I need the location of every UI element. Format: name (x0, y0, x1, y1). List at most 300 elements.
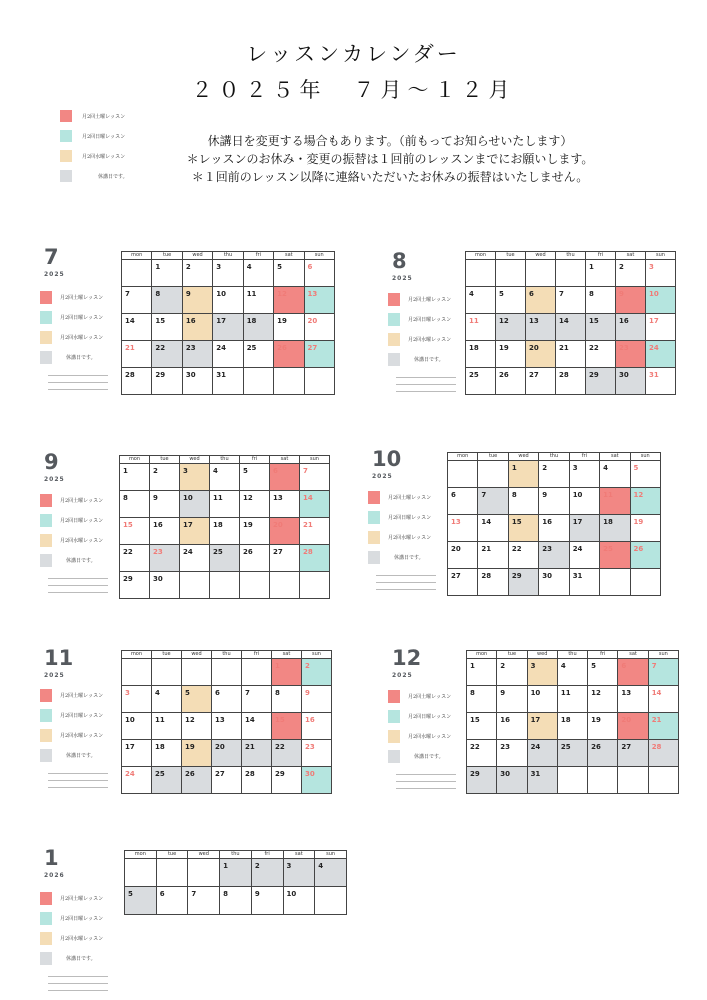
day-cell: 31 (527, 767, 557, 794)
legend-label: 月2回日曜レッスン (60, 915, 104, 922)
legend-swatch-icon (40, 311, 52, 324)
day-cell: 1 (152, 260, 182, 287)
legend-swatch-icon (40, 534, 52, 547)
legend-item (368, 487, 431, 507)
legend-swatch-icon (368, 491, 380, 504)
day-cell: 20 (448, 542, 478, 569)
month-calendar-grid (466, 650, 679, 794)
day-cell (600, 569, 630, 596)
day-cell: 10 (213, 287, 243, 314)
day-cell: 11 (600, 488, 630, 515)
memo-line (48, 983, 108, 990)
legend-swatch-icon (40, 351, 52, 364)
memo-line (48, 780, 108, 787)
day-cell: 28 (242, 767, 272, 794)
month-legend (368, 487, 431, 567)
legend-label: 月2回水曜レッスン (60, 334, 104, 341)
day-cell: 21 (242, 740, 272, 767)
day-cell: 14 (648, 686, 678, 713)
day-cell: 10 (569, 488, 599, 515)
week-row (122, 341, 335, 368)
day-cell: 4 (600, 461, 630, 488)
week-row (120, 491, 330, 518)
day-cell: 20 (270, 518, 300, 545)
weekday-header: wed (508, 453, 538, 461)
week-row (466, 314, 676, 341)
day-cell: 25 (152, 767, 182, 794)
day-cell: 2 (497, 659, 527, 686)
memo-line (376, 575, 436, 582)
legend-item (40, 928, 103, 948)
day-cell: 20 (526, 341, 556, 368)
day-cell: 9 (182, 287, 212, 314)
memo-line (48, 375, 108, 382)
legend-swatch-icon (368, 511, 380, 524)
day-cell: 23 (539, 542, 569, 569)
notice-line: ＊１回前のレッスン以降に連絡いただいたお休みの振替はいたしません。 (191, 170, 589, 184)
legend-swatch-icon (388, 333, 400, 346)
weekday-header: fri (242, 651, 272, 659)
month-calendar-grid (121, 650, 332, 794)
day-cell: 18 (600, 515, 630, 542)
day-cell: 23 (616, 341, 646, 368)
day-cell: 8 (152, 287, 182, 314)
day-cell: 9 (539, 488, 569, 515)
day-cell: 18 (152, 740, 182, 767)
day-cell: 8 (120, 491, 150, 518)
day-cell: 3 (527, 659, 557, 686)
day-cell: 24 (646, 341, 676, 368)
legend-swatch-icon (40, 514, 52, 527)
week-row (122, 686, 332, 713)
month-year: 2025 (392, 672, 413, 679)
day-cell: 13 (526, 314, 556, 341)
day-cell: 16 (150, 518, 180, 545)
week-row (448, 488, 661, 515)
weekday-header: fri (243, 252, 273, 260)
legend-label: 休講日です。 (66, 955, 96, 962)
day-cell (210, 572, 240, 599)
day-cell: 24 (180, 545, 210, 572)
month-number: 11 (44, 646, 74, 670)
legend-label: 月2回日曜レッスン (60, 517, 104, 524)
month-legend (40, 888, 103, 968)
month-number: 10 (372, 447, 402, 471)
legend-item-closed (60, 166, 128, 186)
legend-swatch-icon (368, 531, 380, 544)
day-cell: 8 (586, 287, 616, 314)
day-cell: 15 (508, 515, 538, 542)
day-cell: 8 (467, 686, 497, 713)
legend-swatch-icon (40, 729, 52, 742)
month-year: 2026 (44, 872, 65, 879)
week-row (122, 659, 332, 686)
legend-swatch-icon (388, 690, 400, 703)
weekday-header: tue (150, 456, 180, 464)
legend-label: 休講日です。 (66, 752, 96, 759)
day-cell: 26 (182, 767, 212, 794)
legend-swatch-icon (388, 293, 400, 306)
day-cell: 31 (646, 368, 676, 395)
day-cell (304, 368, 334, 395)
memo-line (48, 787, 108, 794)
day-cell: 30 (497, 767, 527, 794)
day-cell (240, 572, 270, 599)
day-cell: 15 (467, 713, 497, 740)
day-cell: 4 (557, 659, 587, 686)
memo-line (48, 773, 108, 780)
weekday-header: thu (210, 456, 240, 464)
memo-lines (396, 377, 456, 398)
day-cell (243, 368, 273, 395)
month-legend (40, 287, 103, 367)
day-cell: 8 (272, 686, 302, 713)
day-cell: 8 (508, 488, 538, 515)
day-cell (188, 859, 220, 887)
weekday-header: mon (125, 851, 157, 859)
legend-swatch-icon (40, 709, 52, 722)
day-cell (300, 572, 330, 599)
legend-label: 月2回水曜レッスン (408, 733, 452, 740)
day-cell: 12 (630, 488, 660, 515)
week-row (467, 659, 679, 686)
legend-label: 休講日です。 (98, 173, 128, 180)
weekday-header: thu (213, 252, 243, 260)
day-cell (630, 569, 660, 596)
day-cell: 27 (270, 545, 300, 572)
day-cell: 28 (648, 740, 678, 767)
day-cell: 15 (152, 314, 182, 341)
weekday-header: wed (526, 252, 556, 260)
legend-item (388, 706, 451, 726)
legend-label: 月2回土曜レッスン (388, 494, 432, 501)
day-cell: 21 (556, 341, 586, 368)
weekday-header: wed (182, 651, 212, 659)
day-cell: 17 (213, 314, 243, 341)
day-cell: 29 (120, 572, 150, 599)
weekday-header: sat (616, 252, 646, 260)
day-cell: 11 (243, 287, 273, 314)
month-year: 2025 (44, 672, 65, 679)
legend-item-sunday (60, 126, 128, 146)
day-cell: 27 (304, 341, 334, 368)
month-number: 8 (392, 249, 407, 273)
legend-label: 月2回水曜レッスン (60, 935, 104, 942)
legend-label: 月2回日曜レッスン (60, 314, 104, 321)
day-cell: 16 (302, 713, 332, 740)
week-row (467, 740, 679, 767)
legend-item (388, 289, 451, 309)
day-cell: 16 (616, 314, 646, 341)
day-cell: 28 (556, 368, 586, 395)
weekday-header: sat (270, 456, 300, 464)
legend-label: 月2回土曜レッスン (60, 895, 104, 902)
month-legend (388, 686, 451, 766)
day-cell: 19 (240, 518, 270, 545)
day-cell: 27 (618, 740, 648, 767)
week-row (122, 713, 332, 740)
day-cell: 9 (616, 287, 646, 314)
day-cell (556, 260, 586, 287)
legend-item (40, 490, 103, 510)
day-cell: 5 (496, 287, 526, 314)
legend-label: 月2回水曜レッスン (388, 534, 432, 541)
day-cell: 26 (274, 341, 304, 368)
day-cell: 13 (618, 686, 648, 713)
day-cell: 3 (283, 859, 315, 887)
day-cell: 26 (240, 545, 270, 572)
day-cell: 21 (300, 518, 330, 545)
day-cell: 29 (508, 569, 538, 596)
day-cell: 11 (210, 491, 240, 518)
weekday-header: mon (466, 252, 496, 260)
month-year: 2025 (392, 275, 413, 282)
day-cell: 29 (586, 368, 616, 395)
page-title: レッスンカレンダー (246, 42, 461, 66)
day-cell (648, 767, 678, 794)
day-cell: 18 (557, 713, 587, 740)
legend-label: 月2回土曜レッスン (60, 294, 104, 301)
day-cell: 27 (448, 569, 478, 596)
day-cell: 3 (569, 461, 599, 488)
day-cell: 12 (240, 491, 270, 518)
day-cell (618, 767, 648, 794)
legend-item (40, 888, 103, 908)
legend-swatch-icon (388, 353, 400, 366)
legend-swatch-icon (368, 551, 380, 564)
notice-line: 休講日を変更する場合もあります。（前もってお知らせいたします） (207, 134, 573, 148)
day-cell: 5 (182, 686, 212, 713)
legend-label: 休講日です。 (66, 354, 96, 361)
legend-item (388, 309, 451, 329)
day-cell (478, 461, 508, 488)
week-row (122, 314, 335, 341)
legend-item (388, 726, 451, 746)
day-cell: 21 (478, 542, 508, 569)
weekday-header: tue (497, 651, 527, 659)
legend-item (40, 530, 103, 550)
weekday-header: sun (302, 651, 332, 659)
week-row (122, 260, 335, 287)
month-calendar-grid (119, 455, 330, 599)
day-cell: 12 (274, 287, 304, 314)
legend-label: 月2回水曜レッスン (82, 153, 126, 160)
weekday-header: thu (556, 252, 586, 260)
week-row (125, 859, 347, 887)
day-cell: 23 (497, 740, 527, 767)
weekday-header: fri (251, 851, 283, 859)
memo-lines (48, 578, 108, 599)
day-cell: 22 (120, 545, 150, 572)
legend-label: 月2回土曜レッスン (408, 296, 452, 303)
day-cell: 28 (300, 545, 330, 572)
day-cell (526, 260, 556, 287)
day-cell (212, 659, 242, 686)
legend-item (40, 347, 103, 367)
day-cell: 3 (646, 260, 676, 287)
weekday-header: wed (182, 252, 212, 260)
legend-swatch-icon (388, 313, 400, 326)
week-row (122, 740, 332, 767)
weekday-header: sun (646, 252, 676, 260)
day-cell: 2 (539, 461, 569, 488)
legend-item-wednesday (60, 146, 128, 166)
memo-line (396, 377, 456, 384)
legend-label: 月2回日曜レッスン (408, 713, 452, 720)
closed-swatch-icon (60, 170, 72, 182)
weekday-header: wed (180, 456, 210, 464)
day-cell: 29 (272, 767, 302, 794)
legend-item (368, 507, 431, 527)
legend-swatch-icon (40, 291, 52, 304)
legend-item (40, 287, 103, 307)
weekday-header: mon (467, 651, 497, 659)
day-cell: 24 (213, 341, 243, 368)
day-cell (156, 859, 188, 887)
day-cell (125, 859, 157, 887)
weekday-header: tue (156, 851, 188, 859)
memo-line (376, 589, 436, 596)
day-cell: 7 (556, 287, 586, 314)
legend-label: 休講日です。 (414, 356, 444, 363)
day-cell: 10 (122, 713, 152, 740)
legend-label: 休講日です。 (394, 554, 424, 561)
memo-lines (396, 774, 456, 795)
day-cell: 17 (180, 518, 210, 545)
day-cell: 14 (556, 314, 586, 341)
legend-item (40, 510, 103, 530)
day-cell: 17 (527, 713, 557, 740)
day-cell: 7 (648, 659, 678, 686)
day-cell (448, 461, 478, 488)
week-row (120, 464, 330, 491)
legend-item (368, 547, 431, 567)
day-cell: 9 (302, 686, 332, 713)
legend-label: 月2回日曜レッスン (82, 133, 126, 140)
day-cell: 5 (630, 461, 660, 488)
day-cell: 11 (557, 686, 587, 713)
day-cell: 5 (240, 464, 270, 491)
day-cell: 11 (152, 713, 182, 740)
week-row (466, 287, 676, 314)
day-cell: 31 (569, 569, 599, 596)
memo-line (376, 582, 436, 589)
day-cell: 23 (302, 740, 332, 767)
day-cell: 20 (212, 740, 242, 767)
day-cell (180, 572, 210, 599)
day-cell: 30 (150, 572, 180, 599)
memo-line (396, 384, 456, 391)
day-cell: 2 (150, 464, 180, 491)
day-cell: 12 (496, 314, 526, 341)
weekday-header: thu (539, 453, 569, 461)
day-cell: 14 (300, 491, 330, 518)
day-cell: 6 (270, 464, 300, 491)
memo-lines (48, 773, 108, 794)
day-cell: 11 (466, 314, 496, 341)
day-cell: 23 (150, 545, 180, 572)
weekday-header: wed (527, 651, 557, 659)
week-row (122, 767, 332, 794)
month-number: 9 (44, 450, 59, 474)
day-cell: 1 (586, 260, 616, 287)
day-cell: 4 (243, 260, 273, 287)
weekday-header: sat (600, 453, 630, 461)
month-number: 1 (44, 846, 59, 870)
day-cell: 6 (304, 260, 334, 287)
legend-item (388, 686, 451, 706)
day-cell: 26 (588, 740, 618, 767)
day-cell: 18 (466, 341, 496, 368)
sunday-swatch-icon (60, 130, 72, 142)
day-cell: 4 (315, 859, 347, 887)
legend-item (40, 550, 103, 570)
legend-label: 月2回水曜レッスン (60, 537, 104, 544)
day-cell (122, 659, 152, 686)
month-year: 2025 (44, 271, 65, 278)
day-cell: 7 (242, 686, 272, 713)
day-cell: 19 (496, 341, 526, 368)
memo-line (48, 585, 108, 592)
page-subtitle: ２０２５年 ７月～１２月 (191, 78, 516, 102)
day-cell: 10 (527, 686, 557, 713)
legend-swatch-icon (40, 331, 52, 344)
month-number: 12 (392, 646, 422, 670)
day-cell: 12 (588, 686, 618, 713)
day-cell: 20 (618, 713, 648, 740)
legend-swatch-icon (40, 689, 52, 702)
day-cell: 13 (212, 713, 242, 740)
legend-label: 月2回土曜レッスン (408, 693, 452, 700)
day-cell: 22 (272, 740, 302, 767)
legend-swatch-icon (388, 710, 400, 723)
day-cell: 1 (220, 859, 252, 887)
day-cell: 2 (182, 260, 212, 287)
memo-line (396, 788, 456, 795)
wednesday-swatch-icon (60, 150, 72, 162)
day-cell: 22 (586, 341, 616, 368)
legend-label: 休講日です。 (414, 753, 444, 760)
day-cell: 6 (156, 887, 188, 915)
day-cell: 15 (120, 518, 150, 545)
day-cell: 8 (220, 887, 252, 915)
day-cell: 6 (526, 287, 556, 314)
day-cell: 23 (182, 341, 212, 368)
legend-swatch-icon (40, 932, 52, 945)
day-cell: 31 (213, 368, 243, 395)
day-cell: 2 (616, 260, 646, 287)
day-cell (270, 572, 300, 599)
week-row (122, 287, 335, 314)
day-cell: 13 (448, 515, 478, 542)
day-cell: 1 (120, 464, 150, 491)
week-row (120, 518, 330, 545)
memo-line (48, 578, 108, 585)
day-cell (557, 767, 587, 794)
weekday-header: fri (586, 252, 616, 260)
day-cell: 14 (242, 713, 272, 740)
memo-lines (48, 976, 108, 997)
memo-lines (376, 575, 436, 596)
weekday-header: sat (272, 651, 302, 659)
month-legend (40, 685, 103, 765)
day-cell: 22 (508, 542, 538, 569)
legend-label: 休講日です。 (66, 557, 96, 564)
legend-item (388, 746, 451, 766)
day-cell: 30 (616, 368, 646, 395)
day-cell: 10 (180, 491, 210, 518)
day-cell: 16 (182, 314, 212, 341)
